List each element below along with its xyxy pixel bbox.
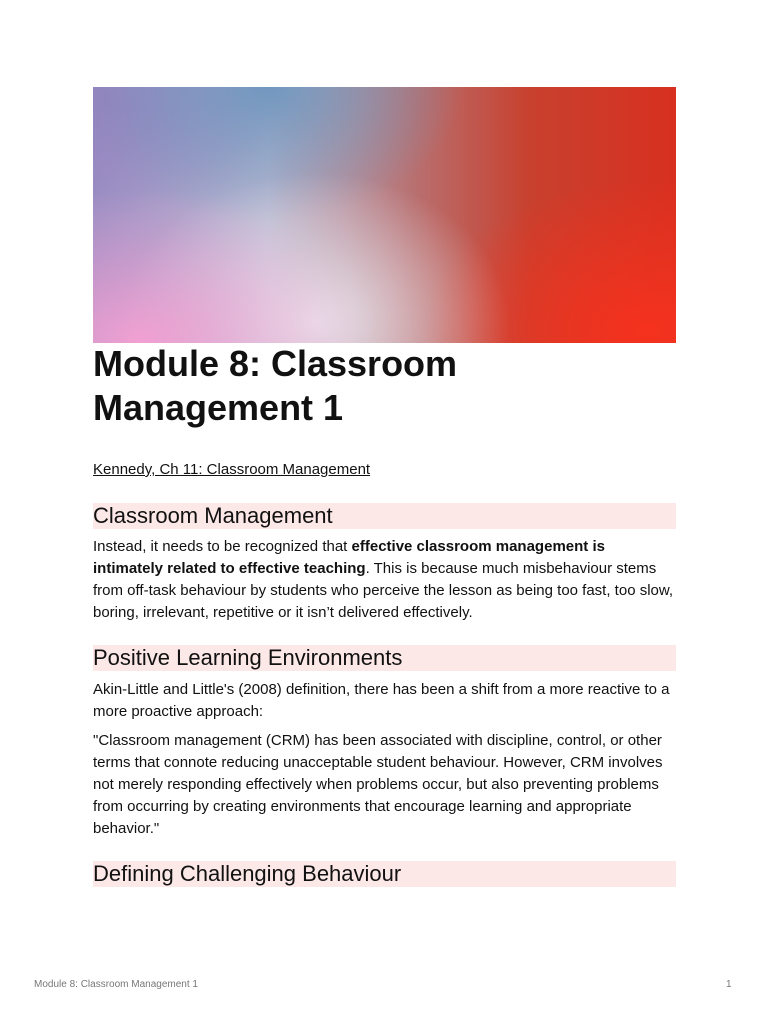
paragraph-bold-text: effective classroom management is intimately related to effective teaching	[93, 538, 605, 577]
page-title	[93, 342, 676, 430]
cover-image	[93, 87, 676, 343]
source-link[interactable]: Kennedy, Ch 11: Classroom Management	[93, 461, 371, 478]
paragraph-crm-quote: "Classroom management (CRM) has been associated with discipline, control, or other terms that connote reducing unacceptable student behaviour. However, CRM involves not merely responding effectively when problems occur, but also preventing problems from occurring by creating environments that encourage learning and appropriate behavior."	[93, 732, 663, 837]
paragraph-text: Instead, it needs to be recognized that	[93, 538, 352, 555]
page-title-line2: Management 1	[93, 387, 344, 428]
paragraph-text: . This is because much misbehaviour stems from off-task behaviour by students who perceive the lesson as being too fast, too slow, boring, irrelevant, repetitive or it isn’t delivered effectively.	[93, 560, 674, 621]
footer-title: Module 8: Classroom Management 1	[34, 979, 198, 990]
paragraph-classroom-management	[93, 536, 676, 624]
footer-page-number: 1	[726, 979, 732, 990]
page-title-line1: Module 8: Classroom	[93, 343, 458, 384]
paragraph-positive-learning-1: Akin-Little and Little's (2008) definition, there has been a shift from a more reactive to a more proactive approach:	[93, 681, 670, 720]
section-heading-classroom-management: Classroom Management	[93, 503, 676, 529]
section-heading-positive-learning: Positive Learning Environments	[93, 645, 676, 671]
section-heading-challenging-behaviour: Defining Challenging Behaviour	[93, 861, 676, 887]
